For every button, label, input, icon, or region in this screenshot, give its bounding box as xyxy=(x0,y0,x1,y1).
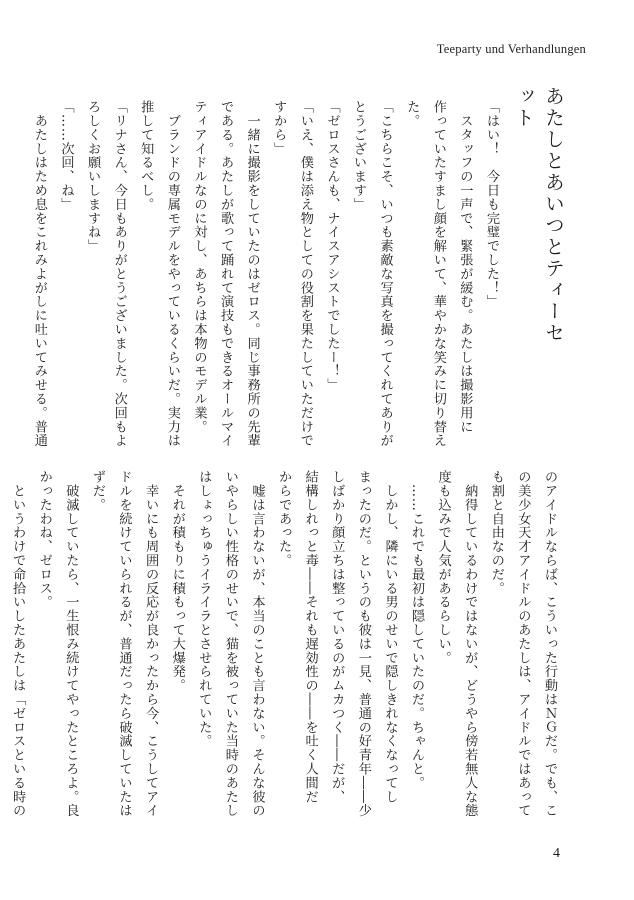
text-line: しかし、隣にいる男のせいで隠しきれなくなってし xyxy=(382,470,398,804)
text-line: あたしはため息をこれみよがしに吐いてみせる。普通 xyxy=(31,100,47,448)
text-line: 嘘は言わないが、本当のことも言わない。そんな彼の xyxy=(249,470,265,818)
text-line: かったわね、ゼロス。 xyxy=(36,470,52,609)
text-line: 「はい！ 今日も完璧でした！」 xyxy=(484,100,499,309)
text-line: 作っていたすまし顔を解いて、華やかな笑みに切り替え xyxy=(430,100,446,448)
text-line: た。 xyxy=(404,100,420,128)
text-line: のアイドルならば、こういった行動はＮＧだ。でも、こ xyxy=(542,470,557,818)
text-line: それが積もりに積もって大爆発。 xyxy=(169,470,185,693)
text-line: も割と自由なのだ。 xyxy=(488,470,504,596)
text-line: 納得しているわけではないが、どうやら傍若無人な態 xyxy=(462,470,478,818)
text-line: ブランドの専属モデルをやっているくらいだ。実力は xyxy=(164,100,180,448)
text-line: すから」 xyxy=(271,100,287,156)
text-line: スタッフの一声で、緊張が緩む。あたしは撮影用に xyxy=(457,100,473,434)
text-line: ティアイドルなのに対し、あちらは本物のモデル業。 xyxy=(191,100,207,434)
text-line: とうございます」 xyxy=(351,100,367,212)
text-line: ドルを続けていられるが、普通だったら破滅していたは xyxy=(116,470,132,818)
text-line: 幸いにも周囲の反応が良かったから今、こうしてアイ xyxy=(143,470,159,818)
text-line: 破滅していたら、一生恨み続けてやったところよ。良 xyxy=(63,470,79,818)
text-line: しばかり顔立ちは整っているのがムカつく――だが、 xyxy=(329,470,345,804)
text-line: 推して知るべし。 xyxy=(138,100,154,212)
text-line: 「リナさん、今日もありがとうございました。次回もよ xyxy=(111,100,127,448)
text-line: 「ゼロスさんも、ナイスアシストでしたー！」 xyxy=(324,100,340,392)
page-number: 4 xyxy=(553,846,560,861)
text-line: 結構しれっと毒――それも遅効性の――を吐く人間だ xyxy=(302,470,318,804)
text-line: 「いえ、僕は添え物としての役割を果たしていただけで xyxy=(297,100,313,448)
text-line: ずだ。 xyxy=(89,470,105,512)
text-line: まったのだ。というのも彼は一見、普通の好青年――少 xyxy=(355,470,371,818)
text-line: 「……次回、ね」 xyxy=(58,100,74,212)
running-header: Teeparty und Verhandlungen xyxy=(436,42,586,56)
text-line: はしょっちゅうイライラとさせられていた。 xyxy=(196,470,212,748)
text-line: である。あたしが歌って踊れて演技もできるオールマイ xyxy=(218,100,234,448)
text-line: 「こちらこそ、いつも素敵な写真を撮ってくれてありが xyxy=(377,100,393,448)
chapter-title: あたしとあいつとティーセット xyxy=(512,86,565,344)
text-line: の美少女天才アイドルのあたしは、アイドルではあって xyxy=(515,470,531,818)
text-line: ……これでも最初は隠していたのだ。ちゃんと。 xyxy=(409,470,425,790)
lower-text-block xyxy=(4,470,562,818)
upper-text-block xyxy=(25,100,504,448)
text-line: というわけで命拾いしたあたしは「ゼロスといる時の xyxy=(10,470,26,818)
text-line: からであった。 xyxy=(276,470,292,568)
text-line: 度も込みで人気があるらしい。 xyxy=(435,470,451,665)
text-line: 一緒に撮影をしていたのはゼロス。同じ事務所の先輩 xyxy=(244,100,260,448)
text-line: いやらしい性格のせいで、猫を被っていた当時のあたし xyxy=(222,470,238,818)
text-line: ろしくお願いしますね」 xyxy=(85,100,101,253)
